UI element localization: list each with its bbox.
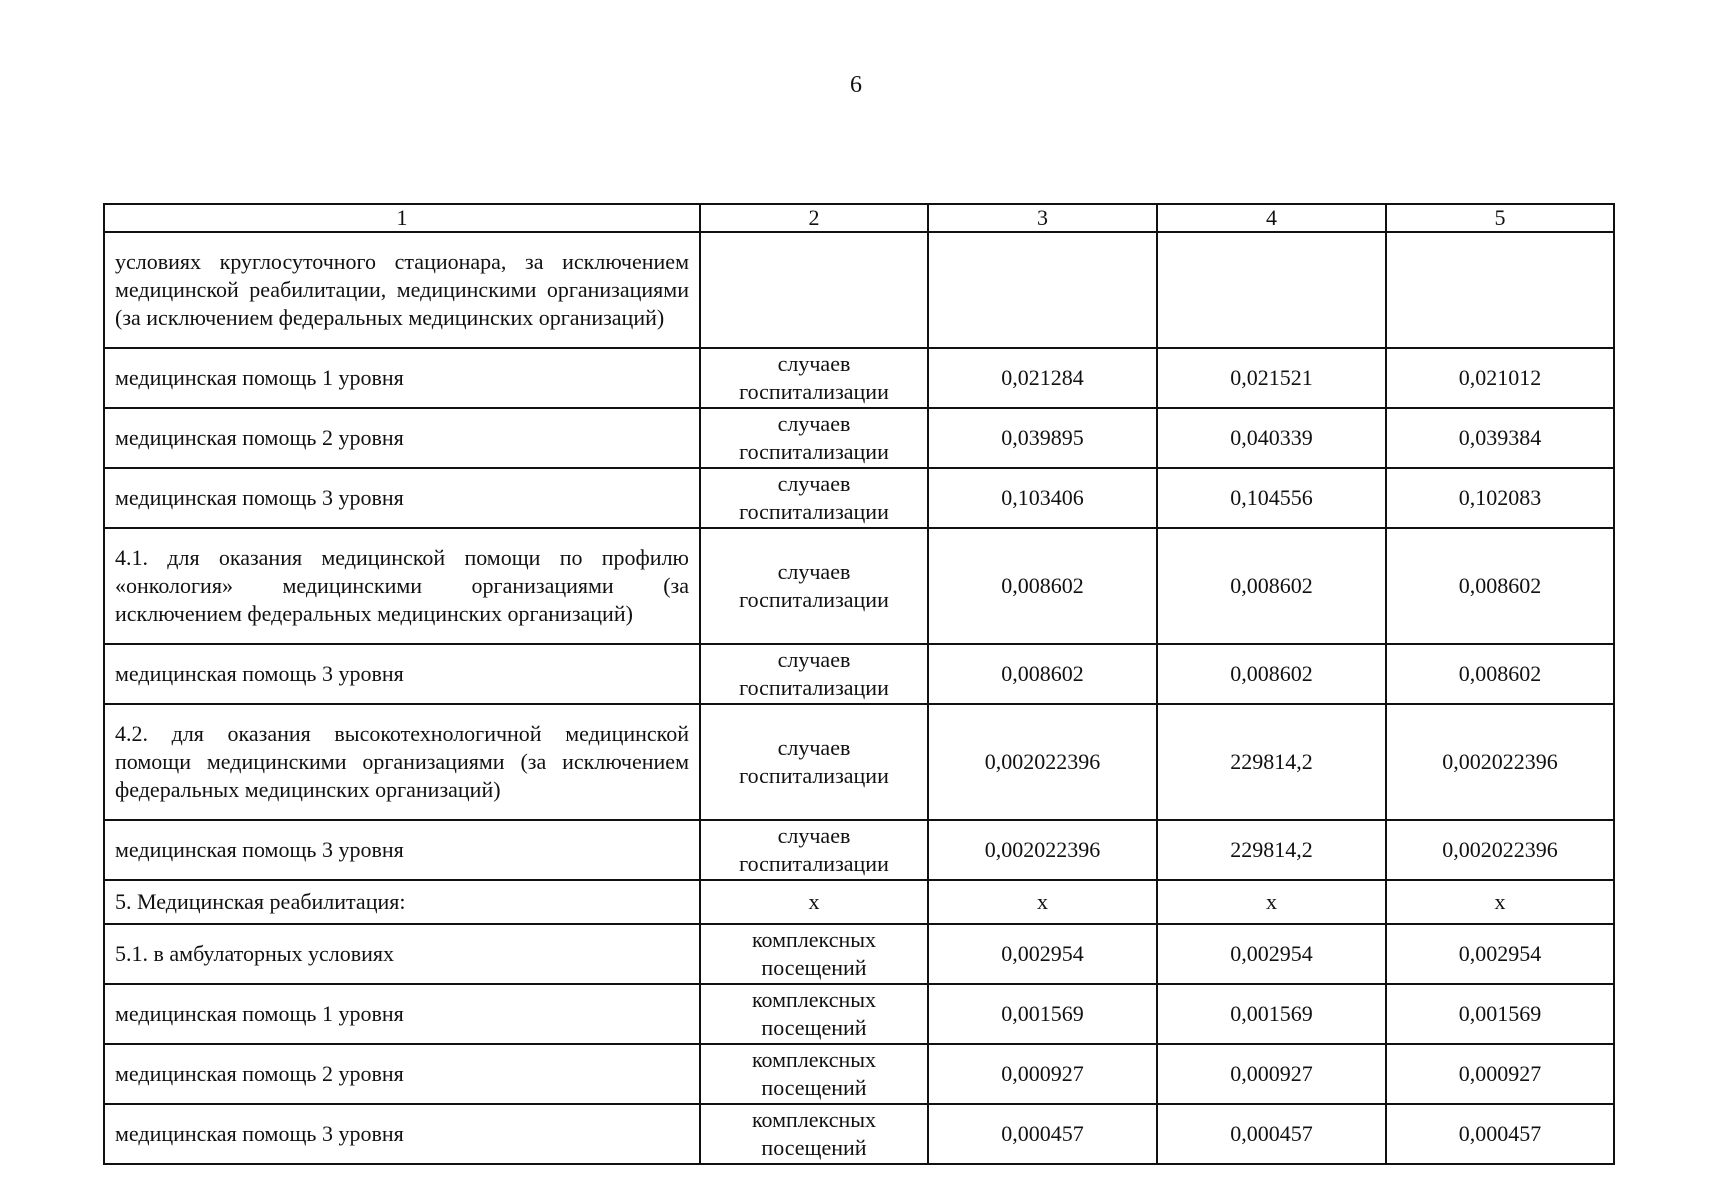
table-row [104,704,1614,820]
row-value-3: 0,021284 [928,348,1157,408]
table-row [104,924,1614,984]
row-value-5: 0,002022396 [1386,704,1614,820]
row-value-3: 0,008602 [928,644,1157,704]
row-value-4: 0,021521 [1157,348,1386,408]
row-value-4 [1157,232,1386,348]
table-row [104,880,1614,924]
row-name: условиях круглосуточного стационара, за исключением медицинской реабилитации, медицинскими организациями (за исключением федеральных медицинских организаций) [104,232,700,348]
row-name: медицинская помощь 3 уровня [104,644,700,704]
table-row [104,232,1614,348]
table-row [104,820,1614,880]
row-unit: случаев госпитализации [700,704,928,820]
page-number: 6 [850,72,862,98]
row-value-5: 0,102083 [1386,468,1614,528]
column-header-5: 5 [1386,204,1614,232]
row-value-4: 0,040339 [1157,408,1386,468]
row-unit: комплексных посещений [700,984,928,1044]
row-unit: случаев госпитализации [700,528,928,644]
column-header-1: 1 [104,204,700,232]
table-row [104,1104,1614,1164]
row-name: медицинская помощь 3 уровня [104,820,700,880]
row-value-5: 0,000457 [1386,1104,1614,1164]
row-value-4: 229814,2 [1157,820,1386,880]
data-table [103,203,1615,1165]
header-row [104,204,1614,232]
row-value-4: 0,002954 [1157,924,1386,984]
row-value-5: 0,001569 [1386,984,1614,1044]
row-value-4: 0,000457 [1157,1104,1386,1164]
row-value-5 [1386,232,1614,348]
row-unit: случаев госпитализации [700,468,928,528]
column-header-4: 4 [1157,204,1386,232]
row-value-3: 0,039895 [928,408,1157,468]
row-value-3 [928,232,1157,348]
row-unit: случаев госпитализации [700,644,928,704]
table-row [104,468,1614,528]
row-value-5: 0,008602 [1386,528,1614,644]
row-name: медицинская помощь 1 уровня [104,984,700,1044]
row-value-3: х [928,880,1157,924]
row-unit: комплексных посещений [700,1044,928,1104]
column-header-3: 3 [928,204,1157,232]
table-row [104,984,1614,1044]
table-row [104,528,1614,644]
row-unit: х [700,880,928,924]
row-name: медицинская помощь 2 уровня [104,408,700,468]
row-value-4: 0,000927 [1157,1044,1386,1104]
row-unit: комплексных посещений [700,1104,928,1164]
row-unit [700,232,928,348]
row-name: 5. Медицинская реабилитация: [104,880,700,924]
row-value-5: 0,002954 [1386,924,1614,984]
row-value-4: 229814,2 [1157,704,1386,820]
row-name: 4.1. для оказания медицинской помощи по профилю «онкология» медицинскими организациями (за исключением федеральных медицинских организаций) [104,528,700,644]
row-name: медицинская помощь 3 уровня [104,1104,700,1164]
row-name: медицинская помощь 1 уровня [104,348,700,408]
table-row [104,1044,1614,1104]
row-value-3: 0,000457 [928,1104,1157,1164]
row-name: 5.1. в амбулаторных условиях [104,924,700,984]
row-value-4: 0,001569 [1157,984,1386,1044]
row-value-4: 0,008602 [1157,644,1386,704]
row-value-3: 0,002022396 [928,704,1157,820]
row-value-5: 0,002022396 [1386,820,1614,880]
row-value-5: х [1386,880,1614,924]
table-row [104,408,1614,468]
row-unit: случаев госпитализации [700,408,928,468]
row-value-3: 0,001569 [928,984,1157,1044]
row-value-5: 0,039384 [1386,408,1614,468]
row-value-3: 0,103406 [928,468,1157,528]
row-value-4: х [1157,880,1386,924]
row-value-3: 0,008602 [928,528,1157,644]
row-value-5: 0,008602 [1386,644,1614,704]
row-unit: случаев госпитализации [700,820,928,880]
row-value-3: 0,002954 [928,924,1157,984]
row-value-3: 0,002022396 [928,820,1157,880]
row-name: медицинская помощь 3 уровня [104,468,700,528]
row-value-3: 0,000927 [928,1044,1157,1104]
row-value-5: 0,000927 [1386,1044,1614,1104]
row-value-5: 0,021012 [1386,348,1614,408]
row-name: 4.2. для оказания высокотехнологичной медицинской помощи медицинскими организациями (за исключением федеральных медицинских организаций) [104,704,700,820]
row-value-4: 0,104556 [1157,468,1386,528]
row-name: медицинская помощь 2 уровня [104,1044,700,1104]
row-unit: случаев госпитализации [700,348,928,408]
column-header-2: 2 [700,204,928,232]
table-row [104,644,1614,704]
row-value-4: 0,008602 [1157,528,1386,644]
row-unit: комплексных посещений [700,924,928,984]
table-row [104,348,1614,408]
